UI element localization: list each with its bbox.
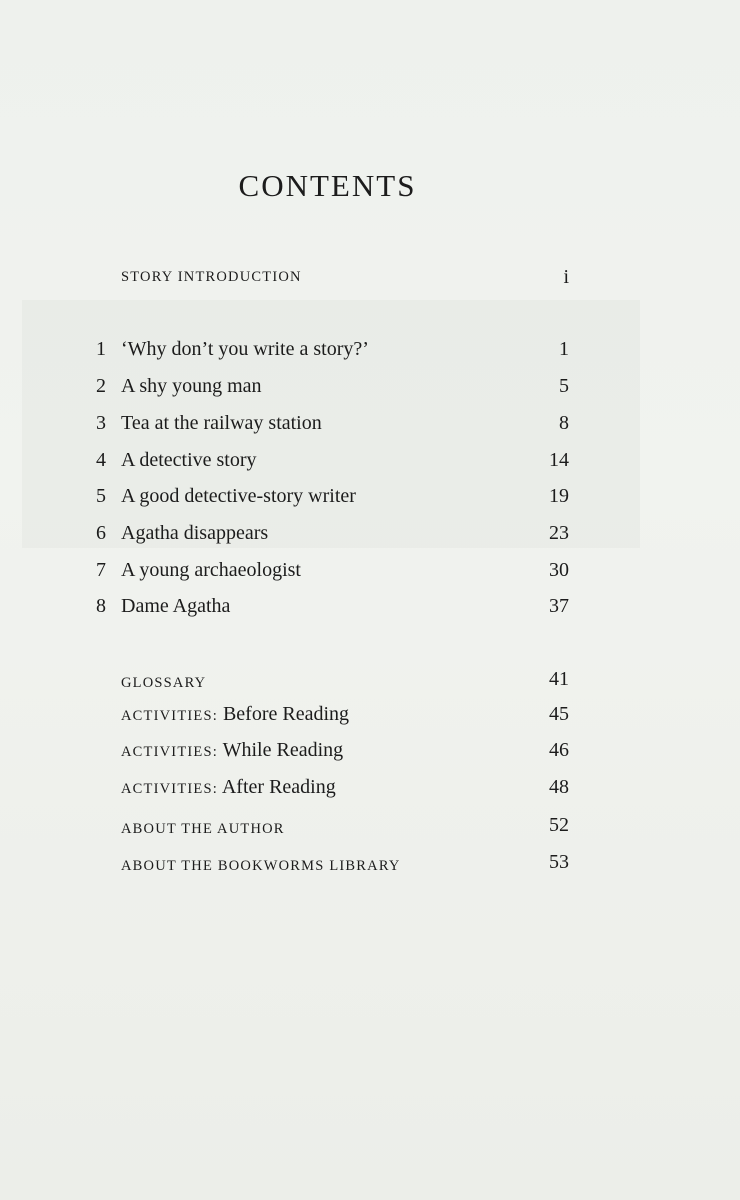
toc-entry-rest: While Reading bbox=[217, 739, 344, 761]
chapter-page: 8 bbox=[559, 412, 569, 434]
toc-entry-prefix: ACTIVITIES: bbox=[121, 744, 218, 760]
chapter-number: 2 bbox=[96, 375, 106, 397]
toc-chapter-2 bbox=[0, 375, 740, 405]
toc-chapter-4 bbox=[0, 449, 740, 479]
toc-entry-prefix: ABOUT THE BOOKWORMS LIBRARY bbox=[121, 858, 401, 874]
chapter-page: 37 bbox=[549, 595, 569, 617]
toc-entry-rest: After Reading bbox=[217, 776, 336, 798]
toc-chapter-5 bbox=[0, 485, 740, 515]
toc-entry-rest: Before Reading bbox=[217, 703, 350, 725]
contents-title: CONTENTS bbox=[238, 168, 417, 203]
chapter-page: 19 bbox=[549, 485, 569, 507]
chapter-number: 3 bbox=[96, 412, 106, 434]
toc-entry-label bbox=[121, 816, 285, 839]
chapter-page: 23 bbox=[549, 522, 569, 544]
toc-entry-label: STORY INTRODUCTION bbox=[121, 269, 302, 285]
toc-entry-page: 53 bbox=[549, 851, 569, 873]
chapter-title: Tea at the railway station bbox=[121, 412, 322, 434]
toc-chapter-8 bbox=[0, 595, 740, 625]
toc-entry-prefix: ABOUT THE AUTHOR bbox=[121, 821, 285, 837]
toc-chapter-3 bbox=[0, 412, 740, 442]
chapter-page: 5 bbox=[559, 375, 569, 397]
chapter-number: 8 bbox=[96, 595, 106, 617]
toc-entry-prefix: ACTIVITIES: bbox=[121, 781, 218, 797]
toc-entry-about-author bbox=[0, 814, 740, 844]
toc-entry-page: 48 bbox=[549, 776, 569, 798]
chapter-title: A detective story bbox=[121, 449, 257, 471]
chapter-title: Agatha disappears bbox=[121, 522, 269, 544]
toc-chapter-7 bbox=[0, 559, 740, 589]
toc-entry-page: i bbox=[563, 266, 569, 288]
chapter-title: A shy young man bbox=[121, 375, 262, 397]
toc-entry-page: 41 bbox=[549, 668, 569, 690]
toc-entry-label bbox=[121, 739, 343, 762]
toc-entry-prefix: ACTIVITIES: bbox=[121, 708, 218, 724]
chapter-number: 7 bbox=[96, 559, 106, 581]
toc-entry-glossary bbox=[0, 668, 740, 698]
chapter-title: A young archaeologist bbox=[121, 559, 301, 581]
chapter-page: 14 bbox=[549, 449, 569, 471]
chapter-page: 30 bbox=[549, 559, 569, 581]
toc-entry-prefix: GLOSSARY bbox=[121, 675, 207, 691]
toc-entry-label bbox=[121, 670, 206, 693]
toc-entry-label bbox=[121, 853, 401, 876]
toc-entry-activities-while bbox=[0, 739, 740, 769]
chapter-title: Dame Agatha bbox=[121, 595, 231, 617]
toc-entry-activities-after bbox=[0, 776, 740, 806]
chapter-page: 1 bbox=[559, 338, 569, 360]
toc-entry-page: 45 bbox=[549, 703, 569, 725]
chapter-number: 6 bbox=[96, 522, 106, 544]
toc-entry-about-library bbox=[0, 851, 740, 881]
chapter-title: A good detective-story writer bbox=[121, 485, 356, 507]
toc-entry-label bbox=[121, 776, 336, 799]
chapter-title: ‘Why don’t you write a story?’ bbox=[121, 338, 369, 360]
toc-entry-page: 52 bbox=[549, 814, 569, 836]
toc-chapter-1 bbox=[0, 338, 740, 368]
chapter-number: 4 bbox=[96, 449, 106, 471]
toc-chapter-6 bbox=[0, 522, 740, 552]
toc-entry-story-introduction bbox=[0, 266, 740, 296]
chapter-number: 5 bbox=[96, 485, 106, 507]
toc-entry-page: 46 bbox=[549, 739, 569, 761]
toc-entry-activities-before bbox=[0, 703, 740, 733]
toc-entry-label bbox=[121, 703, 349, 726]
chapter-number: 1 bbox=[96, 338, 106, 360]
